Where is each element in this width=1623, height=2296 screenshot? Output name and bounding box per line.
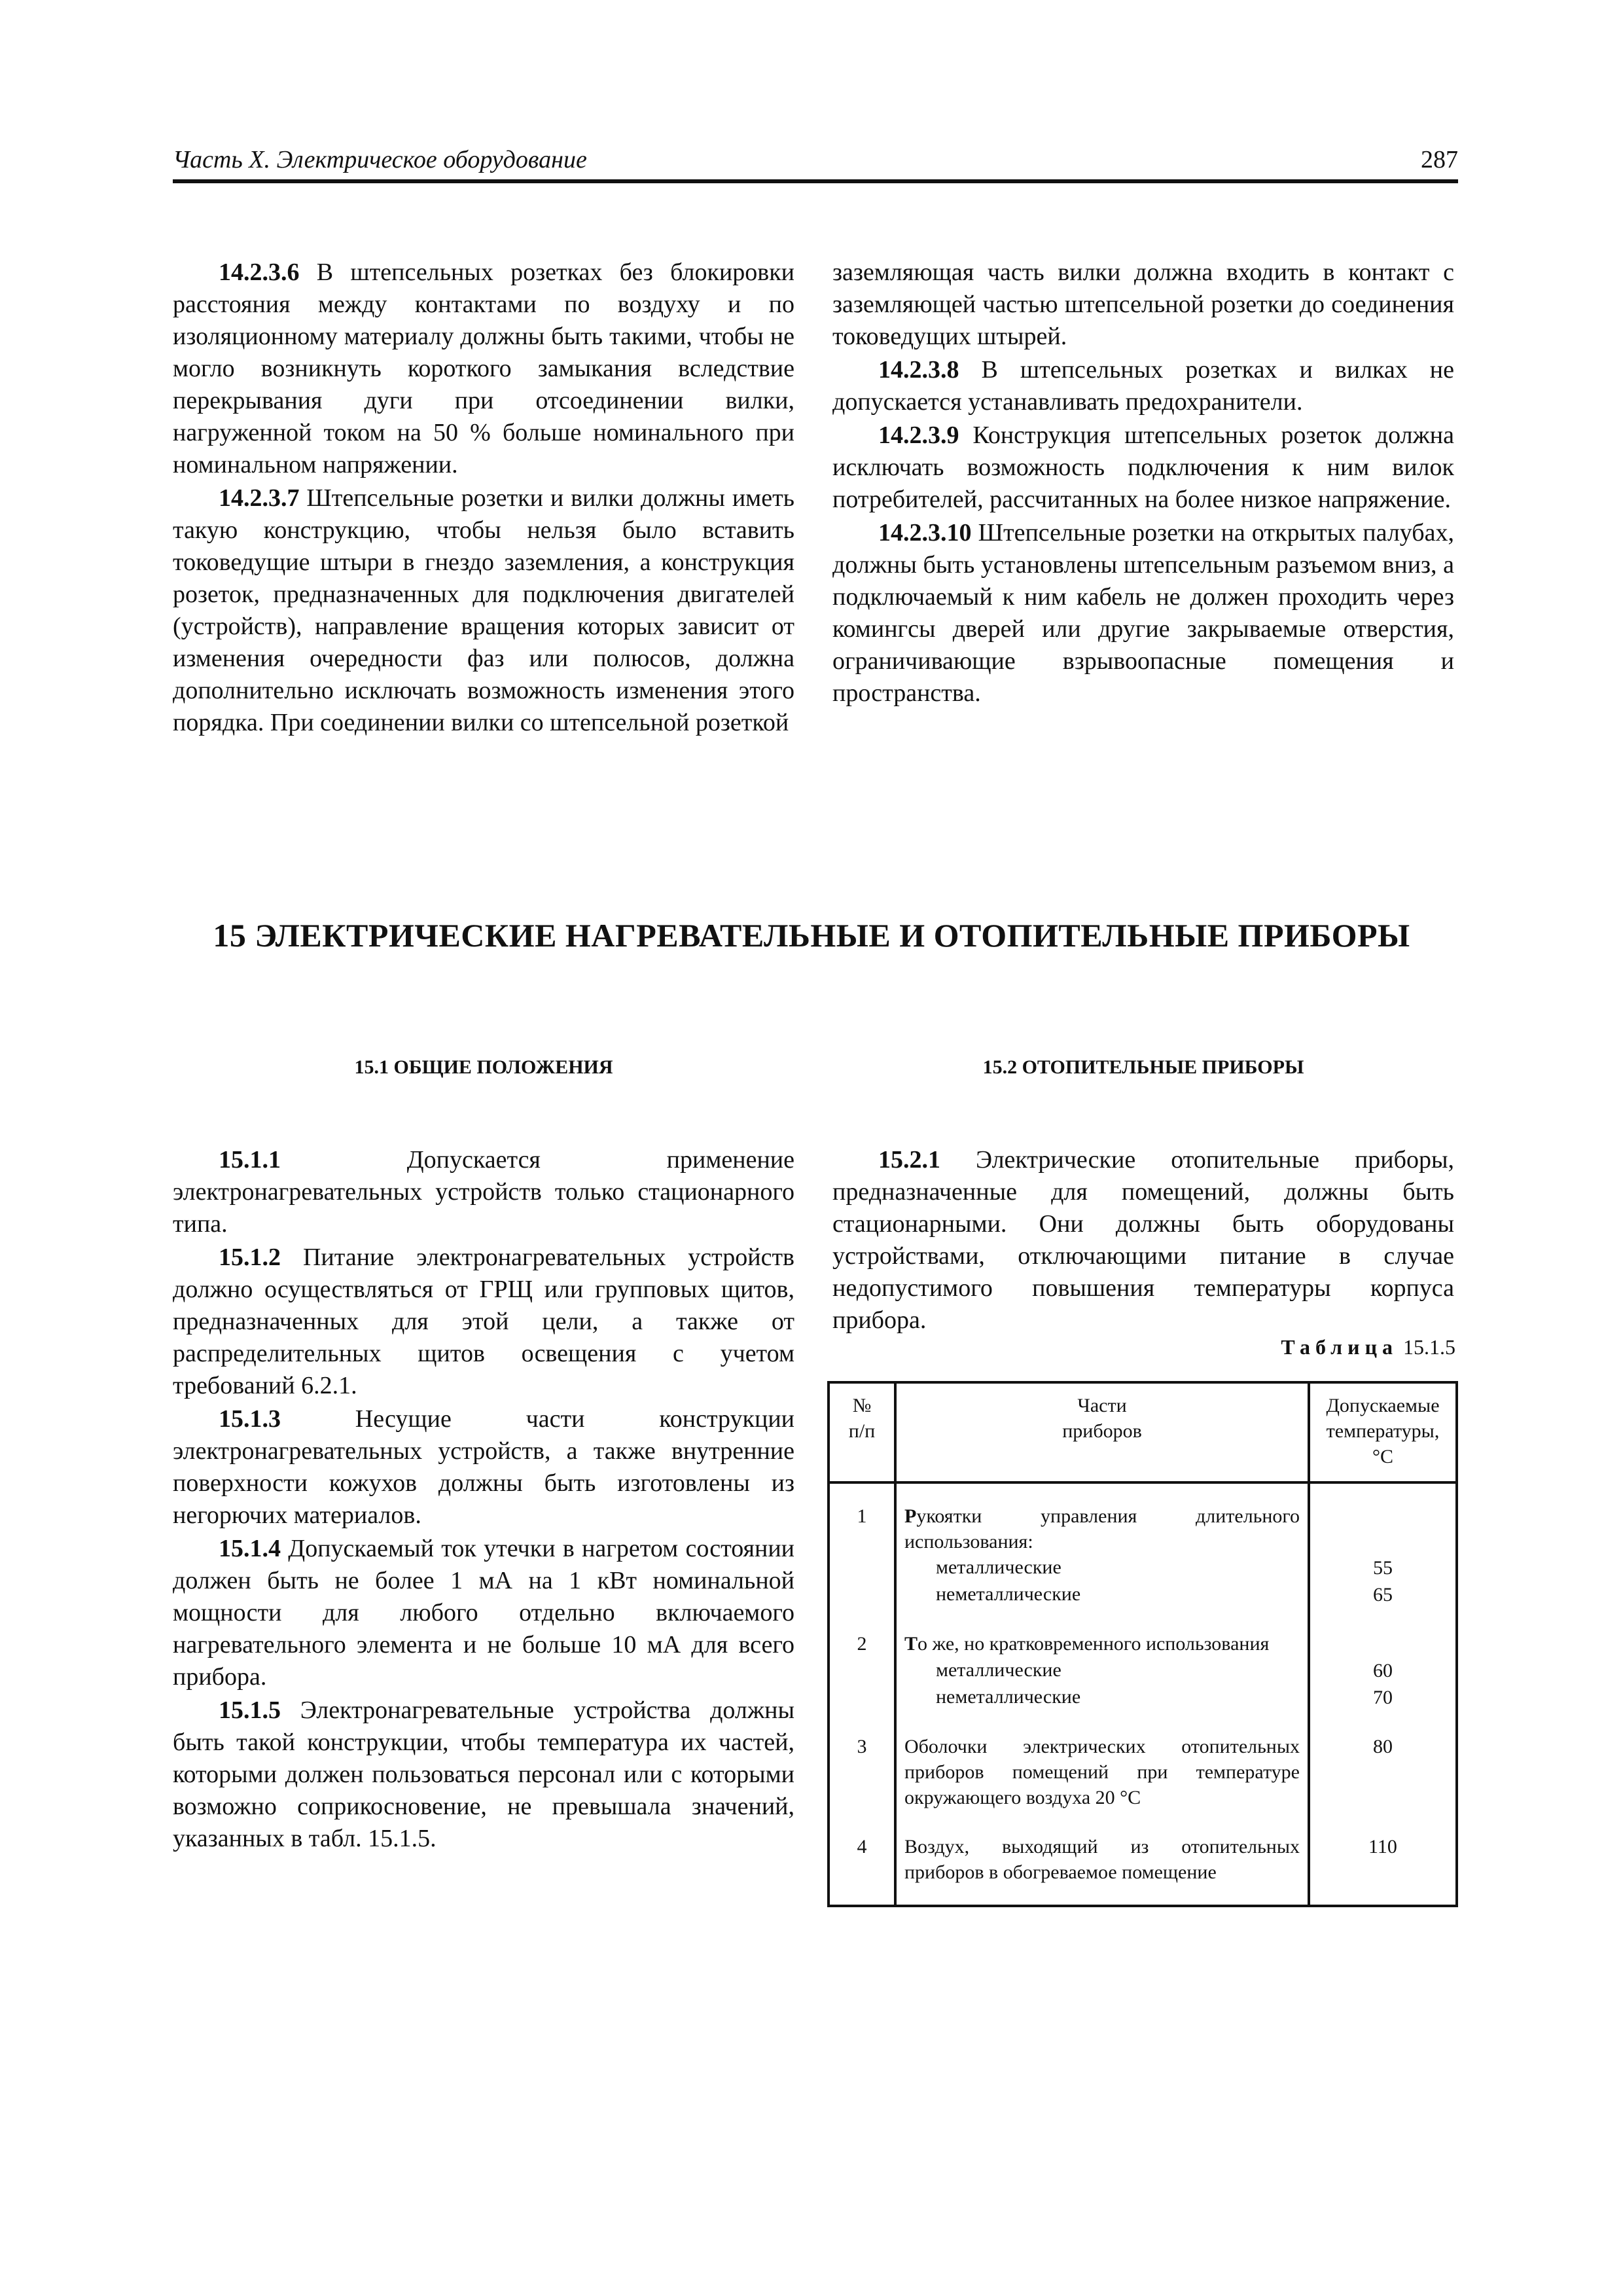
row-index: 2: [829, 1611, 895, 1657]
paragraph-number: 15.2.1: [878, 1146, 940, 1174]
paragraph-text: Допускается применение электронагревательных устройств только стационарного типа.: [173, 1146, 794, 1238]
temperature-table: [827, 1381, 1458, 1907]
section-title-15-2: 15.2 ОТОПИТЕЛЬНЫЕ ПРИБОРЫ: [982, 1056, 1304, 1078]
header-temperature: [1309, 1382, 1457, 1482]
paragraph-text: Электрические отопительные приборы, предназначенные для помещений, должны быть стационарными. Они должны быть оборудованы устройствами, отключающими питание в случае недопустимого повышения температуры корпуса прибора.: [832, 1146, 1454, 1334]
paragraph-text: Штепсельные розетки и вилки должны иметь такую конструкцию, чтобы нельзя было вставить токоведущие штыри в гнездо заземления, а конструкция розеток, предназначенных для подключения двигателей (устройств), направление вращения которых зависит от изменения очередности фаз или полюсов, должна дополнительно исключать возможность изменения этого порядка. При соединении вилки со штепсельной розеткой: [173, 484, 794, 736]
paragraph-14-2-3-6: [173, 257, 794, 481]
paragraph-number: 15.1.4: [219, 1535, 281, 1562]
row-text: о же, но кратковременного использования: [918, 1633, 1270, 1655]
paragraph-number: 15.1.1: [219, 1146, 281, 1174]
paragraph-number: 14.2.3.7: [219, 484, 300, 512]
paragraph-text: Несущие части конструкции электронагревательных устройств, а также внутренние поверхности кожухов должны быть изготовлены из негорючих материалов.: [173, 1405, 794, 1529]
paragraph-text: Электронагревательные устройства должны быть такой конструкции, чтобы температура их частей, которыми должен пользоваться персонал или с которыми возможно соприкосновение, не превышала значений, указанных в табл. 15.1.5.: [173, 1696, 794, 1852]
section-title-15-1: 15.1 ОБЩИЕ ПОЛОЖЕНИЯ: [354, 1056, 613, 1078]
header-text: №: [852, 1395, 872, 1416]
row-value: 80: [1309, 1714, 1457, 1814]
section-15-2-column: [832, 1144, 1454, 1336]
table-row: [829, 1714, 1457, 1814]
row-description: [895, 1482, 1309, 1554]
paragraph-number: 14.2.3.8: [878, 356, 959, 384]
paragraph-text: Конструкция штепсельных розеток должна исключать возможность подключения к ним вилок потребителей, рассчитанных на более низкое напряжение.: [832, 422, 1454, 513]
part-title: Часть X. Электрическое оборудование: [173, 146, 587, 173]
paragraph-text: Питание электронагревательных устройств должно осуществляться от ГРЩ или групповых щитов, предназначенных для этой цели, а также от распределительных щитов освещения с учетом требований 6.2.1.: [173, 1244, 794, 1399]
paragraph-number: 14.2.3.10: [878, 519, 972, 547]
paragraph-number: 15.1.3: [219, 1405, 281, 1433]
header-text: приборов: [1062, 1420, 1142, 1442]
paragraph-14-2-3-10: [832, 517, 1454, 709]
header-text: °С: [1372, 1446, 1393, 1467]
row-value: [1309, 1611, 1457, 1657]
row-index: 1: [829, 1482, 895, 1554]
paragraph-text: В штепсельных розетках без блокировки расстояния между контактами по воздуху и по изоляционному материалу должны быть такими, чтобы не могло возникнуть короткого замыкания вследствие перекрывания дуги при отсоединении вилки, нагруженной током на 50 % больше номинального при номинальном напряжении.: [173, 259, 794, 478]
row-text: укоятки управления длительного использования:: [904, 1505, 1300, 1552]
paragraph-15-1-4: [173, 1533, 794, 1693]
table-caption: [1047, 1335, 1455, 1359]
header-text: Допускаемые: [1326, 1395, 1440, 1416]
chapter-title: 15 ЭЛЕКТРИЧЕСКИЕ НАГРЕВАТЕЛЬНЫЕ И ОТОПИТЕЛЬНЫЕ ПРИБОРЫ: [213, 917, 1410, 954]
paragraph-text: В штепсельных розетках и вилках не допускается устанавливать предохранители.: [832, 356, 1454, 416]
subrow-label: неметаллические: [936, 1583, 1081, 1605]
paragraph-number: 15.1.2: [219, 1244, 281, 1271]
table-row: [829, 1482, 1457, 1554]
top-left-column: [173, 257, 794, 739]
table-caption-number: 15.1.5: [1398, 1335, 1455, 1359]
paragraph-14-2-3-9: [832, 420, 1454, 516]
paragraph-text: Допускаемый ток утечки в нагретом состоянии должен быть не более 1 мА на 1 кВт номинальной мощности для любого отдельно включаемого нагревательного элемента и не больше 10 мА для всего прибора.: [173, 1535, 794, 1691]
subrow-value: 60: [1309, 1657, 1457, 1684]
subrow-label: металлические: [936, 1556, 1061, 1578]
paragraph-number: 14.2.3.9: [878, 422, 959, 449]
row-value: [1309, 1482, 1457, 1554]
paragraph-15-1-5: [173, 1695, 794, 1855]
row-description: [895, 1611, 1309, 1657]
paragraph-number: 14.2.3.6: [219, 259, 300, 286]
paragraph-15-1-3: [173, 1403, 794, 1532]
paragraph-15-2-1: [832, 1144, 1454, 1336]
table-subrow: [829, 1684, 1457, 1714]
subrow-label: металлические: [936, 1659, 1061, 1681]
table-header-row: [829, 1382, 1457, 1482]
row-index: 3: [829, 1714, 895, 1814]
subrow-value: 70: [1309, 1684, 1457, 1714]
table-subrow: [829, 1581, 1457, 1611]
subrow-label: неметаллические: [936, 1686, 1081, 1708]
header-number: [829, 1382, 895, 1482]
row-initial: Р: [904, 1505, 917, 1527]
row-initial: Т: [904, 1633, 918, 1655]
table-subrow: [829, 1657, 1457, 1684]
paragraph-14-2-3-7: [173, 482, 794, 739]
row-index: 4: [829, 1814, 895, 1906]
header-parts: [895, 1382, 1309, 1482]
top-right-column: [832, 257, 1454, 709]
paragraph-continuation: заземляющая часть вилки должна входить в контакт с заземляющей частью штепсельной розетки до соединения токоведущих штырей.: [832, 259, 1454, 350]
subrow-value: 65: [1309, 1581, 1457, 1611]
subrow-value: 55: [1309, 1554, 1457, 1581]
header-text: температуры,: [1326, 1420, 1440, 1442]
table-caption-word: Таблица: [1281, 1335, 1398, 1359]
paragraph-15-1-1: [173, 1144, 794, 1240]
table-row: [829, 1814, 1457, 1906]
table-row: [829, 1611, 1457, 1657]
row-description: Оболочки электрических отопительных приборов помещений при температуре окружающего воздуха 20 °С: [895, 1714, 1309, 1814]
paragraph-14-2-3-8: [832, 354, 1454, 418]
running-header: [173, 143, 1458, 183]
paragraph-text: Штепсельные розетки на открытых палубах, должны быть установлены штепсельным разъемом вниз, а подключаемый к ним кабель не должен проходить через комингсы дверей или другие закрываемые отверстия, ограничивающие взрывоопасные помещения и пространства.: [832, 519, 1454, 707]
page-number: 287: [1421, 146, 1458, 173]
row-description: Воздух, выходящий из отопительных приборов в обогреваемое помещение: [895, 1814, 1309, 1906]
table-subrow: [829, 1554, 1457, 1581]
paragraph-number: 15.1.5: [219, 1696, 281, 1724]
header-text: п/п: [848, 1420, 876, 1442]
paragraph-15-1-2: [173, 1242, 794, 1402]
section-15-1-column: [173, 1144, 794, 1855]
row-value: 110: [1309, 1814, 1457, 1906]
header-text: Части: [1077, 1395, 1127, 1416]
